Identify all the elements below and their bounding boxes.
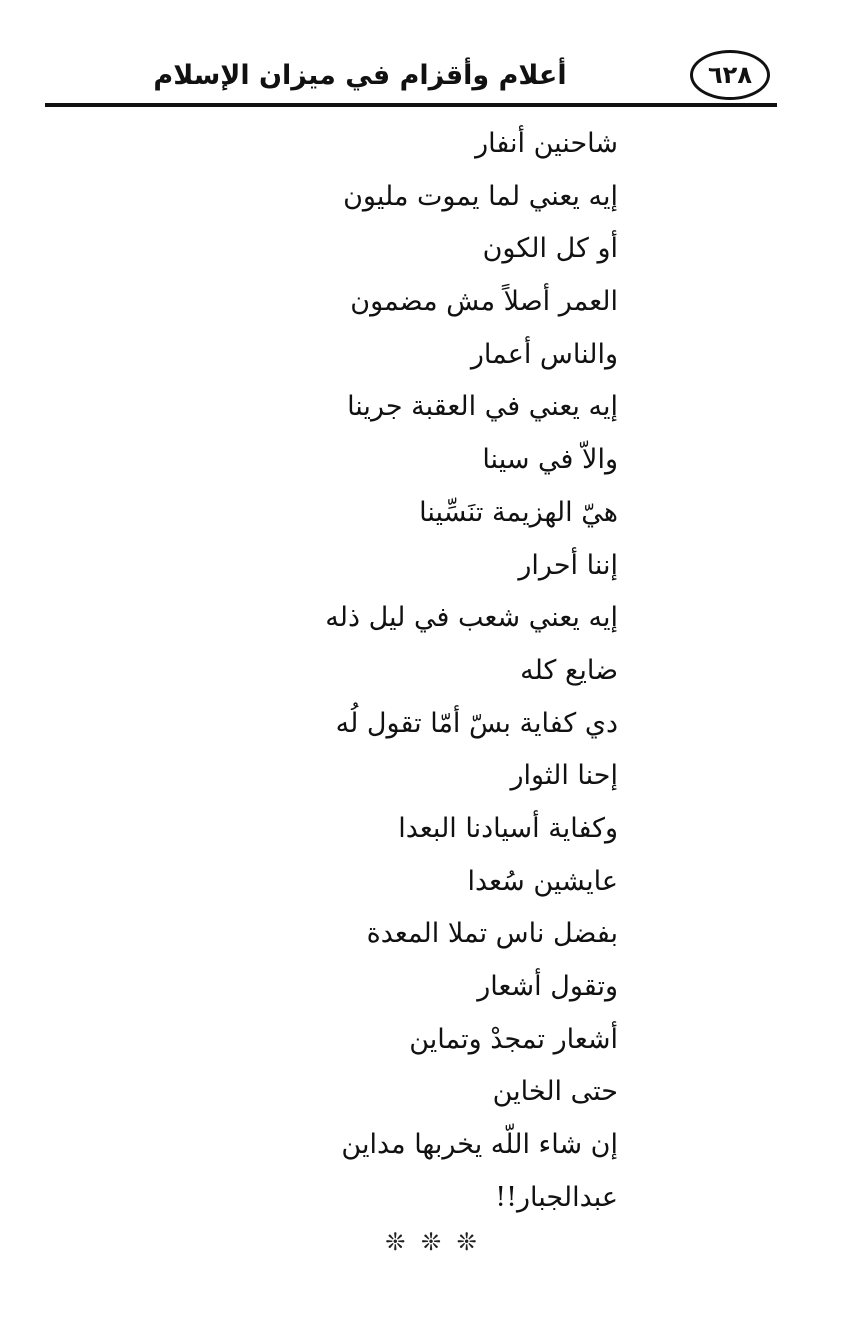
running-header [40,50,752,100]
poem-line: أشعار تمجدْ وتماين [409,1023,618,1055]
poem-body [18,122,618,1228]
poem-line: عبدالجبار!! [495,1181,618,1213]
poem-line: شاحنين أنفار [475,128,618,159]
poem-line: إننا أحرار [518,549,618,581]
book-title: أعلام وأقزام في ميزان الإسلام [153,60,567,91]
section-end-ornament: ❊ ❊ ❊ [385,1228,481,1256]
poem-line: إيه يعني لما يموت مليون [343,180,618,212]
poem-line: وتقول أشعار [477,971,618,1002]
poem-line: إيه يعني شعب في ليل ذله [325,602,618,634]
poem-line: والناس أعمار [470,338,618,370]
poem-line: ضايع كله [520,654,618,686]
poem-line: بفضل ناس تملا المعدة [366,918,618,950]
poem-line: عايشين سُعدا [467,865,618,897]
poem-line: أو كل الكون [482,233,618,265]
poem-line: دي كفاية بسّ أمّا تقول لُه [335,707,618,739]
poem-line: حتى الخاين [492,1076,618,1108]
page-number: ٦٢٨ [690,50,770,100]
poem-line: إن شاء اللّه يخربها مداين [341,1129,618,1161]
poem-line: إحنا الثوار [510,760,618,792]
poem-line: والاّ في سينا [482,444,618,476]
poem-line: العمر أصلاً مش مضمون [350,286,618,318]
poem-line: وكفاية أسيادنا البعدا [398,812,618,844]
poem-line: إيه يعني في العقبة جرينا [347,391,618,423]
header-divider [45,103,777,107]
poem-line: هيّ الهزيمة تنَسِّينا [419,496,618,528]
